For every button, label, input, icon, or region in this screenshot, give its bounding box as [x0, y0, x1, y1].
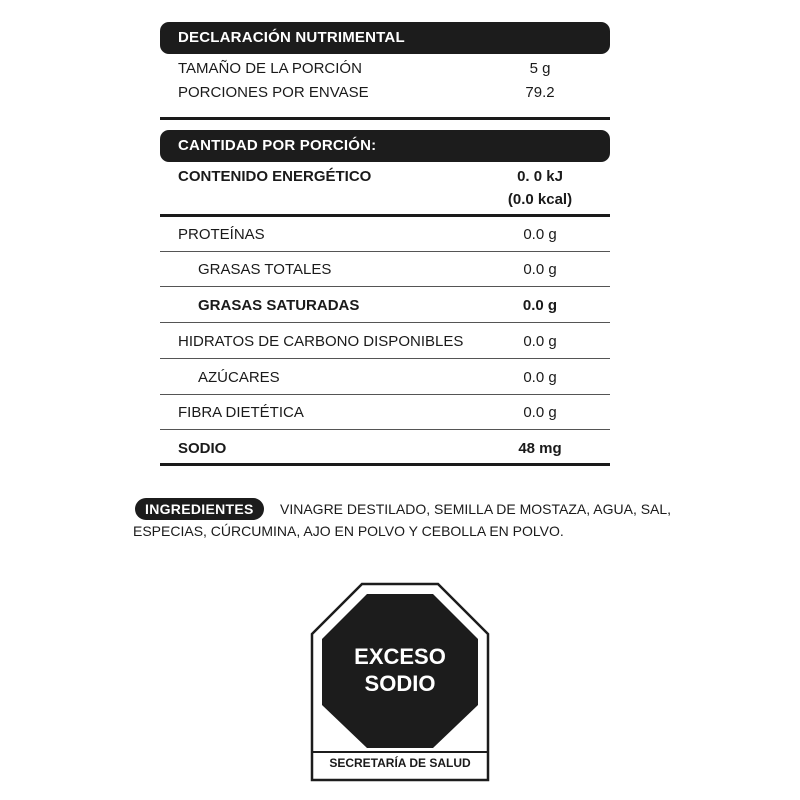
energy-divider: [160, 214, 610, 217]
nutrient-value: 0.0 g: [523, 261, 557, 278]
servings-per-container-label: PORCIONES POR ENVASE: [178, 84, 369, 101]
ingredients-badge-label: INGREDIENTES: [145, 501, 254, 517]
row-divider: [160, 394, 610, 395]
row-divider: [160, 358, 610, 359]
ingredients-text-line-2: ESPECIAS, CÚRCUMINA, AJO EN POLVO Y CEBOLLA EN POLVO.: [133, 523, 564, 539]
nutrition-declaration-header: [160, 22, 610, 54]
energy-kcal-value: (0.0 kcal): [507, 191, 573, 208]
serving-size-label: TAMAÑO DE LA PORCIÓN: [178, 60, 362, 77]
nutrient-value: 0.0 g: [523, 369, 557, 386]
per-serving-header: [160, 130, 610, 162]
nutrient-value: 0.0 g: [522, 297, 558, 314]
row-divider: [160, 429, 610, 430]
nutrient-label: AZÚCARES: [198, 369, 280, 386]
ingredients-badge: [135, 498, 264, 520]
nutrient-label: GRASAS SATURADAS: [198, 297, 360, 314]
ingredients-text-line-1: VINAGRE DESTILADO, SEMILLA DE MOSTAZA, AGUA, SAL,: [280, 501, 672, 517]
nutrient-value: 0.0 g: [523, 226, 557, 243]
nutrient-label: PROTEÍNAS: [178, 226, 265, 243]
table-bottom-rule: [160, 463, 610, 466]
nutrition-declaration-title: DECLARACIÓN NUTRIMENTAL: [178, 29, 405, 46]
row-divider: [160, 251, 610, 252]
seal-line-1: EXCESO: [354, 644, 446, 669]
energy-label: CONTENIDO ENERGÉTICO: [178, 168, 372, 185]
nutrient-value: 0.0 g: [523, 404, 557, 421]
row-divider: [160, 322, 610, 323]
nutrient-value: 0.0 g: [523, 333, 557, 350]
nutrient-label: GRASAS TOTALES: [198, 261, 332, 278]
seal-footer-authority: SECRETARÍA DE SALUD: [329, 756, 471, 770]
nutrient-label: HIDRATOS DE CARBONO DISPONIBLES: [178, 333, 464, 350]
serving-size-value: 5 g: [529, 60, 551, 77]
nutrient-value: 48 mg: [518, 440, 562, 457]
servings-per-container-value: 79.2: [525, 84, 555, 101]
per-serving-title: CANTIDAD POR PORCIÓN:: [178, 137, 377, 154]
row-divider: [160, 286, 610, 287]
excess-sodium-warning-seal: [310, 582, 490, 782]
nutrient-label: SODIO: [178, 440, 227, 457]
seal-line-2: SODIO: [364, 671, 436, 696]
nutrient-label: FIBRA DIETÉTICA: [178, 404, 304, 421]
section-divider: [160, 117, 610, 120]
energy-kj-value: 0. 0 kJ: [517, 168, 563, 185]
